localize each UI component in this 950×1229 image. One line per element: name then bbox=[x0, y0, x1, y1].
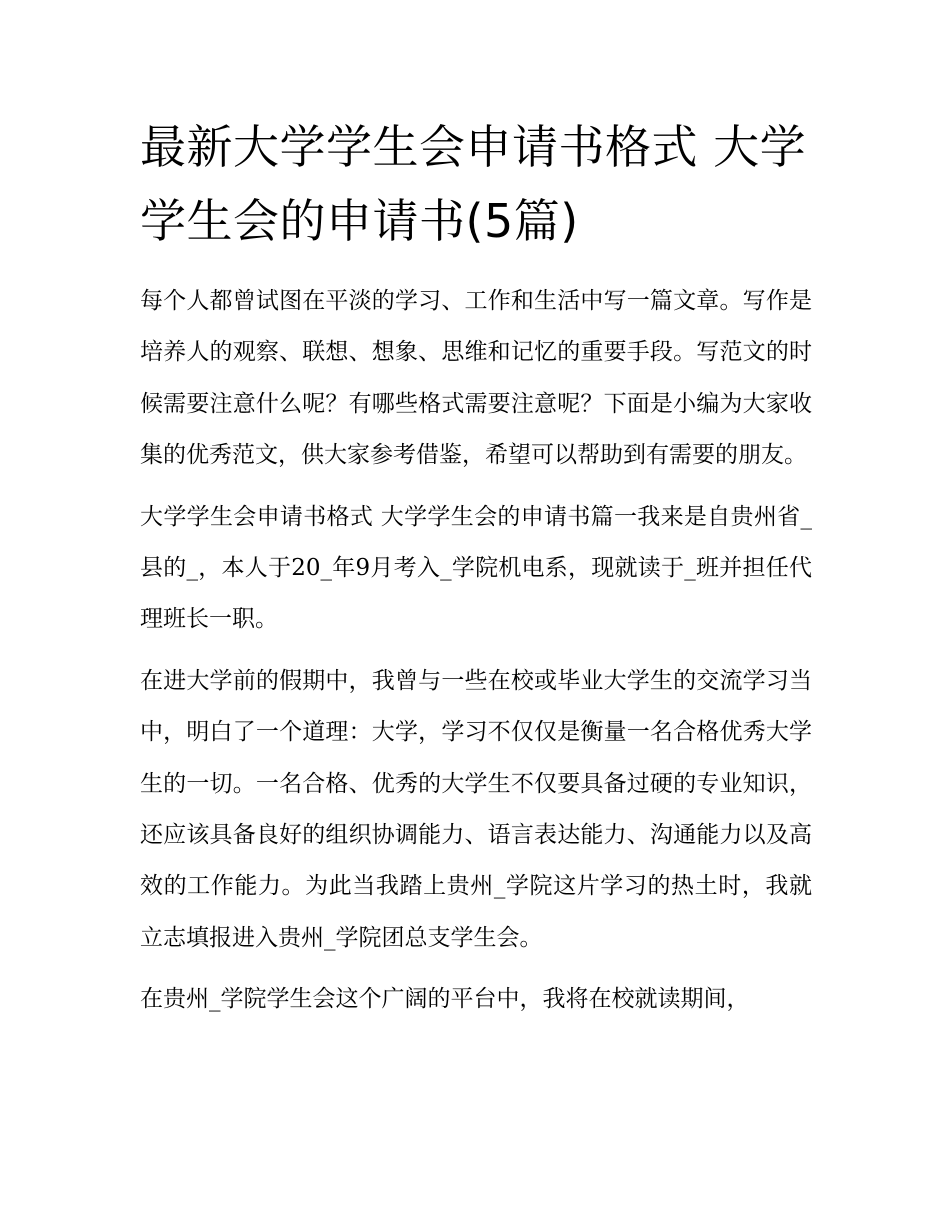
paragraph-self-introduction: 大学学生会申请书格式 大学学生会的申请书篇一我来是自贵州省_县的_，本人于20_年9月考入_学院机电系，现就读于_班并担任代理班长一职。 bbox=[140, 503, 812, 633]
paragraph-intro: 每个人都曾试图在平淡的学习、工作和生活中写一篇文章。写作是培养人的观察、联想、想象、思维和记忆的重要手段。写范文的时候需要注意什么呢？有哪些格式需要注意呢？下面是小编为大家收集的优秀范文，供大家参考借鉴，希望可以帮助到有需要的朋友。 bbox=[140, 288, 812, 469]
paragraph-motivation: 在进大学前的假期中，我曾与一些在校或毕业大学生的交流学习当中，明白了一个道理：大学，学习不仅仅是衡量一名合格优秀大学生的一切。一名合格、优秀的大学生不仅要具备过硬的专业知识，还应该具备良好的组织协调能力、语言表达能力、沟通能力以及高效的工作能力。为此当我踏上贵州_学院这片学习的热土时，我就立志填报进入贵州_学院团总支学生会。 bbox=[140, 667, 812, 951]
document-content bbox=[140, 110, 812, 1026]
document-title: 最新大学学生会申请书格式 大学学生会的申请书(5篇) bbox=[140, 120, 807, 248]
paragraph-plan: 在贵州_学院学生会这个广阔的平台中，我将在校就读期间， bbox=[140, 986, 750, 1013]
